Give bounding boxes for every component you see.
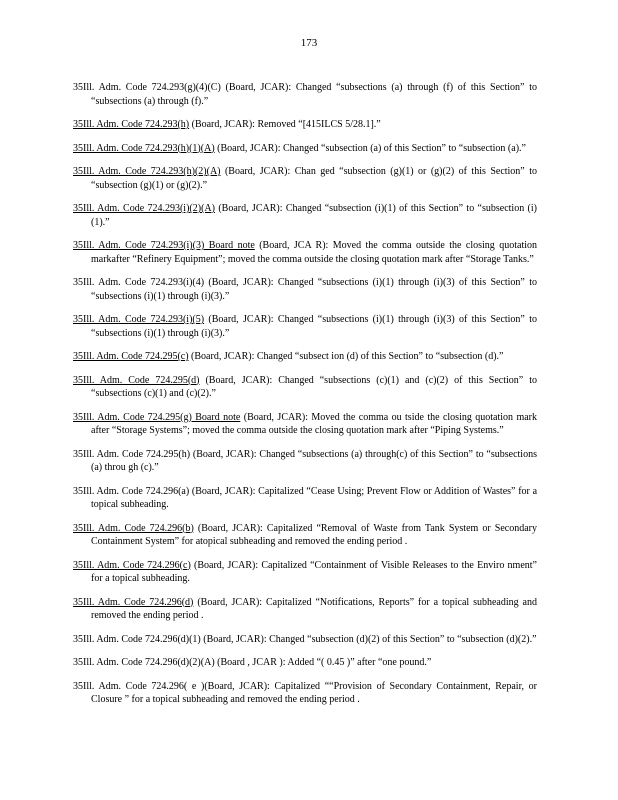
entry-description: (Board, JCAR): Changed “subsections (a) through(c) of this Section” to “subsections (a) throu gh (c).” [91, 448, 537, 473]
rule-entry [73, 313, 537, 340]
entry-citation: 35Ill. Adm. Code 724.296(c) [73, 559, 191, 571]
entry-description: (Board, JCAR): Capitalized “Cease Using; Prevent Flow or Addition of Wastes” for a topical subheading. [91, 485, 538, 510]
entry-citation: 35Ill. Adm. Code 724.293(i)(5) [73, 314, 205, 325]
rule-entry [73, 680, 537, 707]
entry-citation: 35Ill. Adm. Code 724.293(h)(2)(A) [73, 166, 221, 177]
entry-description: (Board, JCAR): Capitalized ““Provision of Secondary Containment, Repair, or Closure ” for a topical subheading and removed the ending period . [91, 680, 537, 705]
rule-entry [73, 596, 537, 623]
entry-description: (Board, JCAR): Changed “subsection (a) of this Section” to “subsection (a).” [214, 142, 526, 154]
entry-description: (Board, JCAR): Changed “subsection (i)(1) of this Section” to “subsection (i)(1).” [91, 203, 537, 228]
rule-entry [73, 81, 537, 108]
entry-citation: 35Ill. Adm. Code 724.295(c) [73, 351, 189, 362]
entry-description: (Board, JCAR): Changed “subsection (d)(2) of this Section” to “subsection (d)(2).” [200, 633, 537, 645]
entry-description: (Board, JCAR): Changed “subsections (a) through (f) of this Section” to “subsections (a) through (f).” [91, 82, 537, 107]
rule-entry [73, 118, 537, 132]
entry-description: (Board, JCAR): Capitalized “Containment of Visible Releases to the Enviro nment” for a topical subheading. [91, 559, 537, 584]
entry-description: (Board, JCAR): Changed “subsections (c)(1) and (c)(2) of this Section” to “subsections (c)(1) and (c)(2).” [91, 374, 537, 399]
entry-list [73, 71, 537, 713]
entry-citation: 35Ill. Adm. Code 724.293(h) [73, 119, 190, 130]
rule-entry [73, 411, 537, 438]
entry-citation: 35Ill. Adm. Code 724.296(d)(2)(A) [73, 657, 215, 668]
entry-description: (Board, JCAR): Capitalized “Removal of Waste from Tank System or Secondary Containment System” for atopical subheading and removed the ending period . [91, 522, 537, 547]
rule-entry [73, 350, 537, 364]
entry-citation: 35Ill. Adm. Code 724.296(d)(1) [73, 633, 201, 645]
rule-entry [73, 448, 537, 475]
entry-citation: 35Ill. Adm. Code 724.296(b) [73, 522, 194, 534]
rule-entry [73, 633, 537, 647]
entry-description: (Board, JCAR): Removed “[415ILCS 5/28.1].” [189, 119, 381, 130]
entry-citation: 35Ill. Adm. Code 724.293(h)(1)(A) [73, 142, 215, 154]
rule-entry [73, 559, 537, 586]
entry-description: (Board, JCAR): Capitalized “Notifications, Reports” for a topical subheading and removed the ending period . [91, 596, 537, 621]
entry-citation: 35Ill. Adm. Code 724.293(i)(2)(A) [73, 203, 215, 214]
rule-entry [73, 202, 537, 229]
entry-description: (Board, JCAR): Changed “subsect ion (d) of this Section” to “subsection (d).” [188, 351, 504, 362]
entry-citation: 35Ill. Adm. Code 724.295(h) [73, 448, 191, 460]
entry-description: (Board, JCAR): Chan ged “subsection (g)(1) or (g)(2) of this Section” to “subsection (g)(1) or (g)(2).” [91, 166, 537, 191]
rule-entry [73, 374, 537, 401]
rule-entry [73, 142, 537, 156]
entry-citation: 35Ill. Adm. Code 724.293(i)(4) [73, 277, 205, 288]
entry-description: (Board, JCAR): Changed “subsections (i)(1) through (i)(3) of this Section” to “subsections (i)(1) through (i)(3).” [91, 277, 537, 302]
entry-citation: 35Ill. Adm. Code 724.296(d) [73, 596, 194, 608]
page-number: 173 [300, 37, 318, 49]
entry-description: (Board, JCAR): Changed “subsections (i)(1) through (i)(3) of this Section” to “subsections (i)(1) through (i)(3).” [91, 314, 537, 339]
rule-entry [73, 522, 537, 549]
entry-description: (Board, JCAR): Moved the comma ou tside the closing quotation mark after “Storage Systems”; moved the comma outside the closing quotation mark after “Piping Systems.” [91, 411, 537, 436]
entry-description: (Board , JCAR ): Added “( 0.45 )” after “one pound.” [214, 657, 432, 668]
rule-entry [73, 239, 537, 266]
entry-citation: 35Ill. Adm. Code 724.295(g) Board note [73, 411, 241, 423]
entry-citation: 35Ill. Adm. Code 724.293(i)(3) Board note [73, 240, 255, 251]
entry-citation: 35Ill. Adm. Code 724.293(g)(4)(C) [73, 82, 221, 93]
rule-entry [73, 165, 537, 192]
entry-description: (Board, JCA R): Moved the comma outside the closing quotation markafter “Refinery Equipment”; moved the comma outside the closing quotation mark after “Storage Tanks.” [91, 240, 537, 265]
entry-citation: 35Ill. Adm. Code 724.295(d) [73, 374, 200, 386]
entry-citation: 35Ill. Adm. Code 724.296( e ) [73, 680, 205, 692]
rule-entry [73, 656, 537, 670]
rule-entry [73, 276, 537, 303]
rule-entry [73, 485, 537, 512]
entry-citation: 35Ill. Adm. Code 724.296(a) [73, 485, 190, 497]
